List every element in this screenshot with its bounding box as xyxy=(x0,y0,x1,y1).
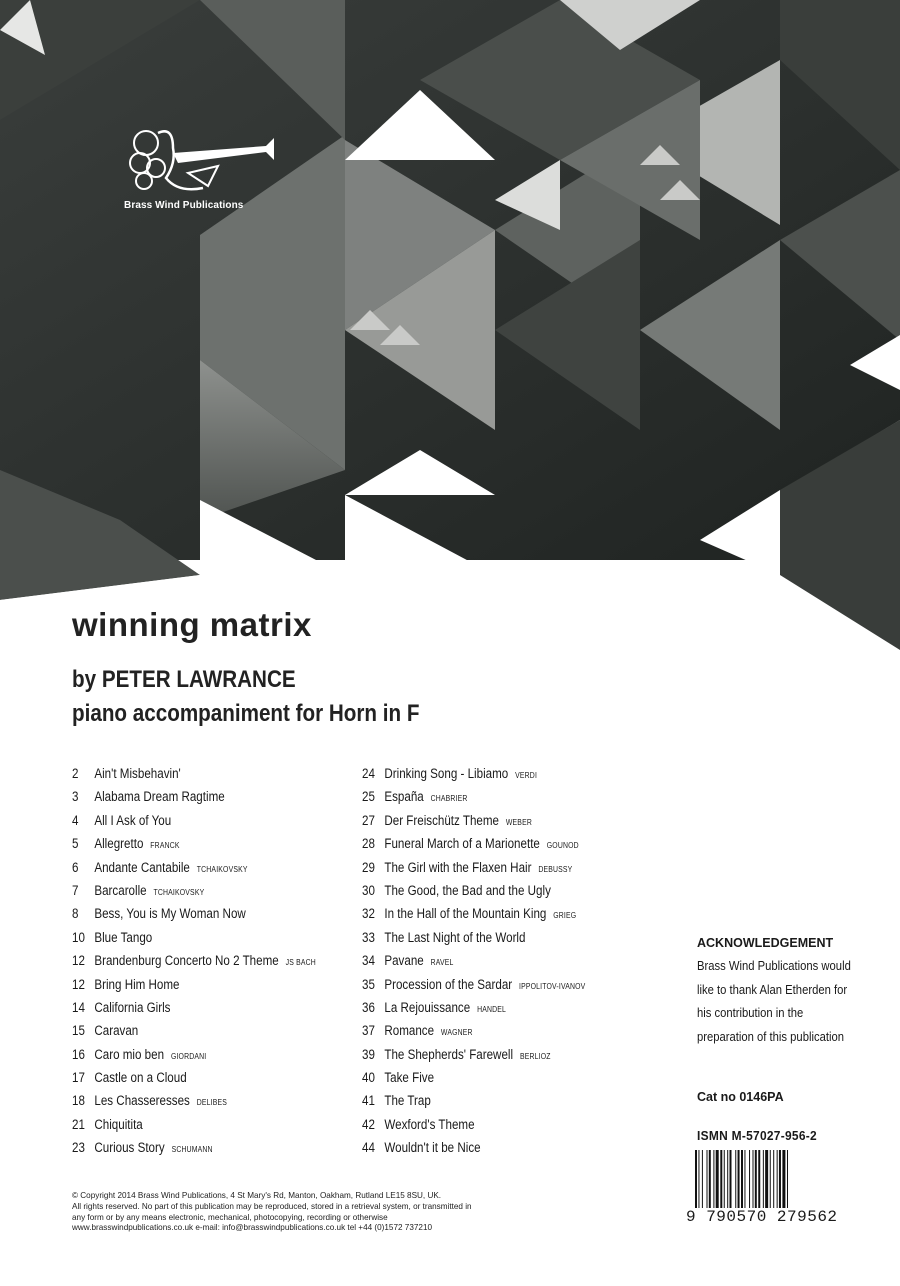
entry-title: The Girl with the Flaxen Hair xyxy=(384,859,532,875)
contents-entry xyxy=(362,1066,585,1089)
contents-entry xyxy=(72,1089,316,1112)
entry-title: Pavane xyxy=(384,953,424,969)
contents-entry xyxy=(362,832,585,855)
contents-entry xyxy=(72,996,316,1019)
entry-page-number: 34 xyxy=(362,953,375,969)
contents-entry xyxy=(362,1089,585,1112)
contents-entry xyxy=(72,926,316,949)
contents-entry xyxy=(72,973,316,996)
entry-title: Castle on a Cloud xyxy=(94,1070,187,1086)
entry-title: Les Chasseresses xyxy=(94,1093,190,1109)
entry-composer: CHABRIER xyxy=(430,794,468,804)
acknowledgement-line: like to thank Alan Etherden for xyxy=(697,982,848,997)
entry-title: The Good, the Bad and the Ugly xyxy=(384,882,551,898)
contents-entry xyxy=(72,785,316,808)
entry-title: Caravan xyxy=(94,1023,139,1039)
entry-page-number: 35 xyxy=(362,976,375,992)
copyright-line: www.brasswindpublications.co.uk e-mail: info@brasswindpublications.co.uk tel +44 (0)1572 737210 xyxy=(72,1222,433,1233)
entry-title: Wexford's Theme xyxy=(384,1116,475,1132)
contents-entry xyxy=(72,879,316,902)
contents-entry xyxy=(362,973,585,996)
copyright-line: All rights reserved. No part of this publication may be reproduced, stored in a retrieval system, or transmitted in xyxy=(72,1200,472,1211)
entry-page-number: 18 xyxy=(72,1093,85,1109)
contents-entry xyxy=(362,785,585,808)
entry-page-number: 23 xyxy=(72,1140,85,1156)
entry-title: Alabama Dream Ragtime xyxy=(94,789,225,805)
entry-page-number: 28 xyxy=(362,836,375,852)
entry-title: Bess, You is My Woman Now xyxy=(94,906,246,922)
entry-composer: WEBER xyxy=(505,817,532,827)
entry-title: Ain't Misbehavin' xyxy=(94,766,181,781)
acknowledgement xyxy=(697,932,887,1049)
entry-page-number: 29 xyxy=(362,859,375,875)
entry-page-number: 2 xyxy=(72,766,79,781)
entry-page-number: 5 xyxy=(72,836,79,852)
entry-composer: TCHAIKOVSKY xyxy=(153,887,205,897)
entry-page-number: 16 xyxy=(72,1046,85,1062)
entry-title: Take Five xyxy=(384,1070,435,1086)
contents-entry xyxy=(362,996,585,1019)
entry-composer: FRANCK xyxy=(150,841,180,851)
entry-title: Der Freischütz Theme xyxy=(384,812,499,828)
entry-page-number: 4 xyxy=(72,812,79,828)
contents-entry xyxy=(72,949,316,972)
entry-composer: VERDI xyxy=(515,771,538,780)
contents-entry xyxy=(72,1043,316,1066)
entry-composer: GOUNOD xyxy=(546,841,579,851)
contents-entry xyxy=(362,949,585,972)
entry-title: Brandenburg Concerto No 2 Theme xyxy=(94,953,279,969)
entry-title: Blue Tango xyxy=(94,929,153,945)
contents-entry xyxy=(72,1066,316,1089)
entry-composer: DEBUSSY xyxy=(538,864,573,874)
contents-column-right xyxy=(362,762,622,1160)
entry-page-number: 44 xyxy=(362,1140,375,1156)
entry-page-number: 6 xyxy=(72,859,79,875)
barcode-icon xyxy=(693,1150,843,1210)
contents-entry xyxy=(362,1136,585,1159)
entry-page-number: 10 xyxy=(72,929,85,945)
entry-page-number: 8 xyxy=(72,906,79,922)
contents-entry xyxy=(362,1113,585,1136)
entry-page-number: 21 xyxy=(72,1116,85,1132)
entry-title: The Trap xyxy=(384,1093,431,1109)
entry-composer: JS BACH xyxy=(285,958,316,968)
acknowledgement-line: his contribution in the xyxy=(697,1006,804,1021)
contents-entry xyxy=(72,902,316,925)
entry-composer: WAGNER xyxy=(440,1028,473,1038)
contents-entry xyxy=(362,902,585,925)
contents-entry xyxy=(72,832,316,855)
acknowledgement-line: Brass Wind Publications would xyxy=(697,959,851,974)
entry-composer: BERLIOZ xyxy=(519,1051,551,1061)
entry-title: Drinking Song - Libiamo xyxy=(384,766,509,781)
entry-composer: SCHUMANN xyxy=(171,1145,213,1155)
entry-composer: GIORDANI xyxy=(170,1051,207,1061)
entry-title: The Last Night of the World xyxy=(384,929,526,945)
acknowledgement-line: preparation of this publication xyxy=(697,1029,844,1044)
copyright-line: © Copyright 2014 Brass Wind Publications, 4 St Mary's Rd, Manton, Oakham, Rutland LE15 8SU, UK. xyxy=(72,1190,442,1200)
book-title: winning matrix xyxy=(72,606,312,643)
entry-composer: GRIEG xyxy=(553,911,577,921)
contents-entry xyxy=(72,809,316,832)
entry-page-number: 17 xyxy=(72,1070,85,1086)
ismn-number: ISMN M-57027-956-2 xyxy=(697,1128,817,1143)
copyright-line: any form or by any means electronic, mechanical, photocopying, recording or otherwise xyxy=(72,1211,388,1222)
entry-title: Procession of the Sardar xyxy=(384,976,513,992)
contents-entry xyxy=(72,1136,316,1159)
entry-title: Chiquitita xyxy=(94,1116,143,1132)
entry-page-number: 12 xyxy=(72,953,85,969)
entry-composer: HANDEL xyxy=(477,1004,507,1014)
contents-entry xyxy=(362,926,585,949)
entry-page-number: 12 xyxy=(72,976,85,992)
entry-composer: RAVEL xyxy=(430,958,454,968)
entry-page-number: 42 xyxy=(362,1116,375,1132)
contents-entry xyxy=(72,1019,316,1042)
entry-page-number: 39 xyxy=(362,1046,375,1062)
entry-page-number: 33 xyxy=(362,929,375,945)
entry-title: Andante Cantabile xyxy=(94,859,190,875)
entry-title: All I Ask of You xyxy=(94,812,172,828)
entry-title: Funeral March of a Marionette xyxy=(384,836,540,852)
barcode-digits: 9 790570 279562 xyxy=(686,1208,838,1226)
entry-page-number: 40 xyxy=(362,1070,375,1086)
entry-composer: TCHAIKOVSKY xyxy=(196,864,248,874)
entry-page-number: 24 xyxy=(362,766,375,781)
book-subtitle: piano accompaniment for Horn in F xyxy=(72,700,420,727)
contents-entry xyxy=(362,1043,585,1066)
entry-title: Wouldn't it be Nice xyxy=(384,1140,481,1156)
entry-page-number: 3 xyxy=(72,789,79,805)
contents-entry xyxy=(362,856,585,879)
entry-page-number: 30 xyxy=(362,882,375,898)
entry-title: Romance xyxy=(384,1023,435,1039)
entry-page-number: 41 xyxy=(362,1093,375,1109)
author-byline: by PETER LAWRANCE xyxy=(72,666,296,693)
entry-page-number: 27 xyxy=(362,812,375,828)
entry-composer: IPPOLITOV-IVANOV xyxy=(519,981,586,991)
entry-title: In the Hall of the Mountain King xyxy=(384,906,547,922)
entry-title: Bring Him Home xyxy=(94,976,180,992)
contents-entry xyxy=(362,809,585,832)
entry-title: The Shepherds' Farewell xyxy=(384,1046,514,1062)
contents-entry xyxy=(72,762,316,785)
entry-title: La Rejouissance xyxy=(384,999,471,1015)
entry-page-number: 7 xyxy=(72,882,79,898)
entry-title: Caro mio ben xyxy=(94,1046,165,1062)
contents-column-left xyxy=(72,762,356,1160)
entry-page-number: 37 xyxy=(362,1023,375,1039)
entry-page-number: 25 xyxy=(362,789,375,805)
entry-title: California Girls xyxy=(94,999,171,1015)
acknowledgement-heading: ACKNOWLEDGEMENT xyxy=(697,936,834,950)
entry-composer: DELIBES xyxy=(196,1098,228,1108)
publisher-name: Brass Wind Publications xyxy=(124,200,244,211)
catalog-number: Cat no 0146PA xyxy=(697,1090,784,1104)
entry-title: Curious Story xyxy=(94,1140,165,1156)
entry-title: España xyxy=(384,789,424,805)
copyright-notice xyxy=(72,1190,662,1233)
contents-entry xyxy=(362,1019,585,1042)
entry-title: Barcarolle xyxy=(94,882,147,898)
entry-page-number: 36 xyxy=(362,999,375,1015)
contents-entry xyxy=(362,879,585,902)
entry-page-number: 15 xyxy=(72,1023,85,1039)
contents-entry xyxy=(72,856,316,879)
contents-entry xyxy=(72,1113,316,1136)
contents-entry xyxy=(362,762,585,785)
entry-title: Allegretto xyxy=(94,836,144,852)
entry-page-number: 32 xyxy=(362,906,375,922)
entry-page-number: 14 xyxy=(72,999,85,1015)
